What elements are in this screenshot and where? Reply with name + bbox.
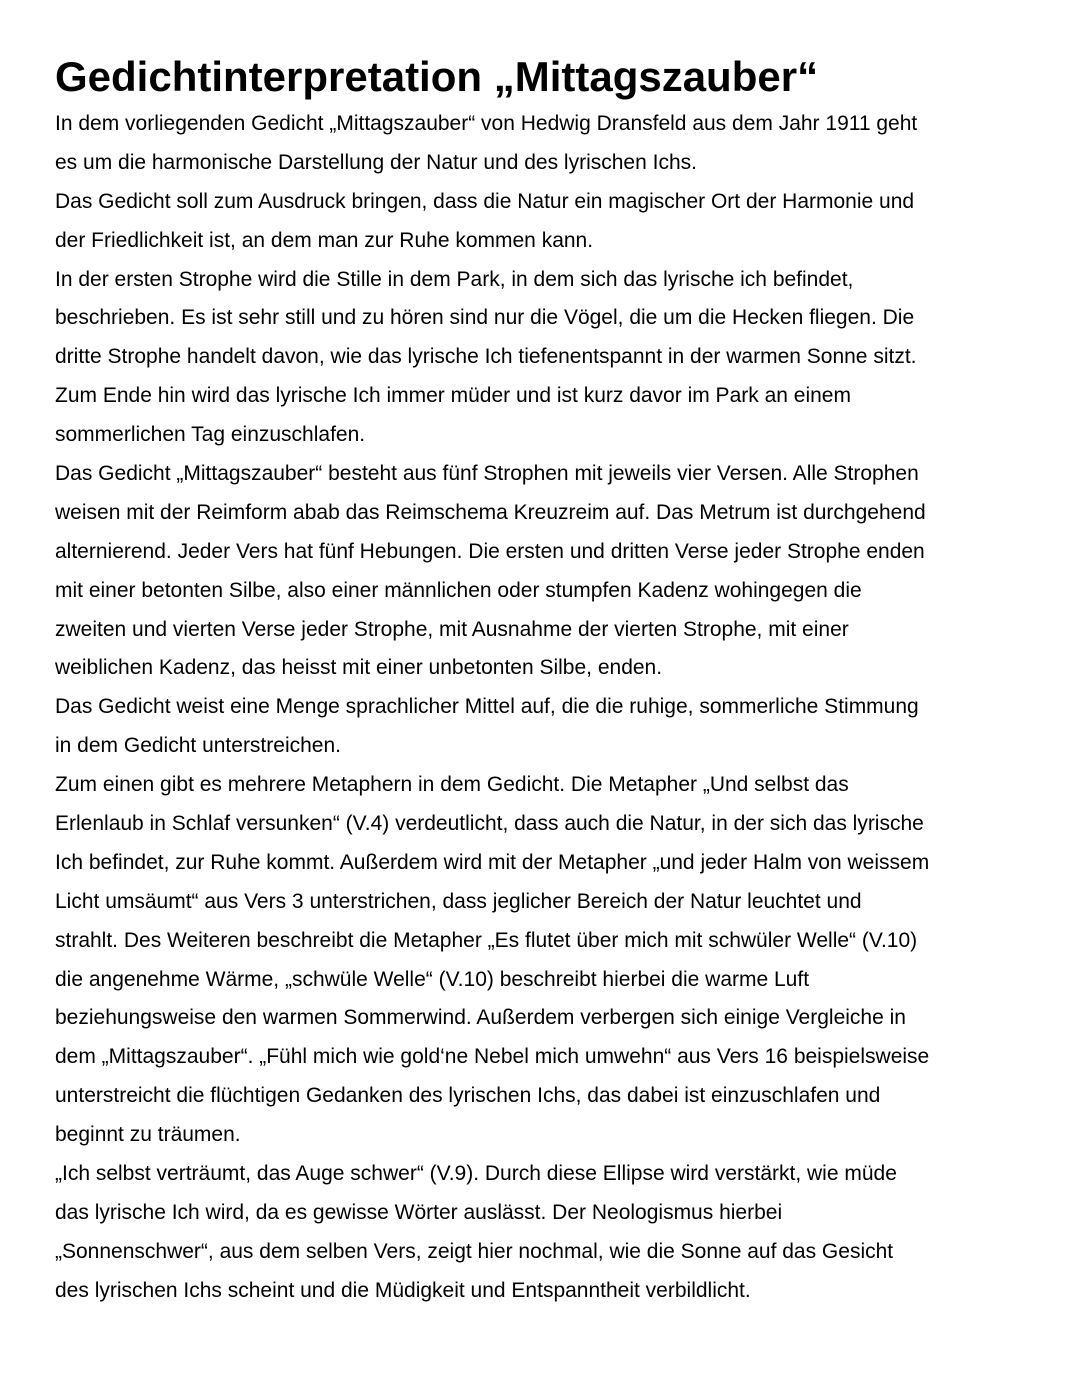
text-line: Das Gedicht soll zum Ausdruck bringen, dass die Natur ein magischer Ort der Harmonie und [55,189,915,213]
text-line: beziehungsweise den warmen Sommerwind. Außerdem verbergen sich einige Vergleiche in [55,1006,906,1030]
text-line: sommerlichen Tag einzuschlafen. [55,423,366,447]
text-line: Das Gedicht „Mittagszauber“ besteht aus fünf Strophen mit jeweils vier Versen. Alle Strophen [55,462,919,486]
text-line: in dem Gedicht unterstreichen. [55,734,341,758]
text-line: „Sonnenschwer“, aus dem selben Vers, zeigt hier nochmal, wie die Sonne auf das Gesicht [55,1239,894,1263]
text-line: dem „Mittagszauber“. „Fühl mich wie gold‘ne Nebel mich umwehn“ aus Vers 16 beispielsweise [55,1045,930,1069]
text-line: zweiten und vierten Verse jeder Strophe, mit Ausnahme der vierten Strophe, mit einer [55,617,849,641]
text-line: Zum Ende hin wird das lyrische Ich immer müder und ist kurz davor im Park an einem [55,384,851,408]
text-line: der Friedlichkeit ist, an dem man zur Ruhe kommen kann. [55,228,594,252]
text-line: Licht umsäumt“ aus Vers 3 unterstrichen, dass jeglicher Bereich der Natur leuchtet und [55,889,862,913]
text-line: beschrieben. Es ist sehr still und zu hören sind nur die Vögel, die um die Hecken fliegen. Die [55,306,915,330]
text-line: Zum einen gibt es mehrere Metaphern in dem Gedicht. Die Metapher „Und selbst das [55,773,849,797]
text-line: Ich befindet, zur Ruhe kommt. Außerdem wird mit der Metapher „und jeder Halm von weissem [55,850,930,874]
text-line: weiblichen Kadenz, das heisst mit einer unbetonten Silbe, enden. [55,656,663,680]
text-line: dritte Strophe handelt davon, wie das lyrische Ich tiefenentspannt in der warmen Sonne sitzt. [55,345,917,369]
text-line: weisen mit der Reimform abab das Reimschema Kreuzreim auf. Das Metrum ist durchgehend [55,500,926,524]
text-line: Erlenlaub in Schlaf versunken“ (V.4) verdeutlicht, dass auch die Natur, in der sich das lyrische [55,812,924,836]
text-line: Das Gedicht weist eine Menge sprachlicher Mittel auf, die die ruhige, sommerliche Stimmung [55,695,919,719]
text-line: es um die harmonische Darstellung der Natur und des lyrischen Ichs. [55,150,697,174]
text-line: die angenehme Wärme, „schwüle Welle“ (V.10) beschreibt hierbei die warme Luft [55,967,810,991]
text-line: strahlt. Des Weiteren beschreibt die Metapher „Es flutet über mich mit schwüler Welle“ (V.10) [55,928,918,952]
document-body [55,105,1045,1311]
text-line: beginnt zu träumen. [55,1123,241,1147]
text-line: In dem vorliegenden Gedicht „Mittagszauber“ von Hedwig Dransfeld aus dem Jahr 1911 geht [55,112,918,135]
text-line: mit einer betonten Silbe, also einer männlichen oder stumpfen Kadenz wohingegen die [55,578,862,602]
text-line: des lyrischen Ichs scheint und die Müdigkeit und Entspanntheit verbildlicht. [55,1278,751,1302]
document-title: Gedichtinterpretation „Mittagszauber“ [55,53,819,100]
text-line: das lyrische Ich wird, da es gewisse Wörter auslässt. Der Neologismus hierbei [55,1200,783,1224]
text-line: unterstreicht die flüchtigen Gedanken des lyrischen Ichs, das dabei ist einzuschlafen und [55,1084,881,1108]
text-line: In der ersten Strophe wird die Stille in dem Park, in dem sich das lyrische ich befindet, [55,267,854,291]
text-line: „Ich selbst verträumt, das Auge schwer“ (V.9). Durch diese Ellipse wird verstärkt, wie müde [55,1162,897,1186]
text-line: alternierend. Jeder Vers hat fünf Hebungen. Die ersten und dritten Verse jeder Strophe enden [55,539,925,563]
